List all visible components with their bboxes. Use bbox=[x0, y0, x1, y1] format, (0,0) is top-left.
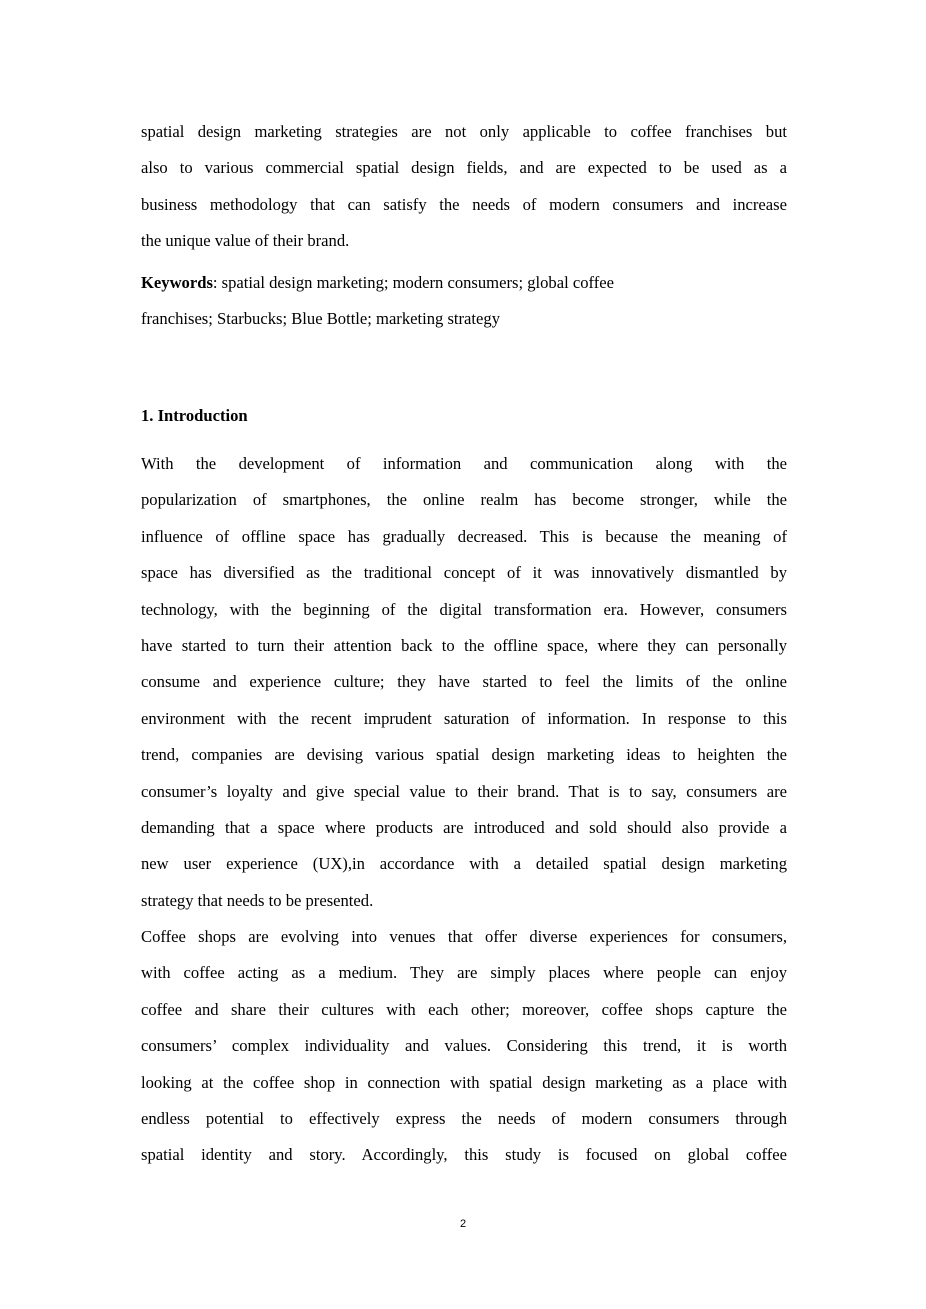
text-line: popularization of smartphones, the online realm has become stronger, while the bbox=[141, 490, 787, 510]
keywords-block bbox=[141, 265, 787, 338]
text-line: coffee and share their cultures with each other; moreover, coffee shops capture the bbox=[141, 999, 787, 1019]
text-line: environment with the recent imprudent saturation of information. In response to this bbox=[141, 708, 787, 728]
text-line: consumers’ complex individuality and values. Considering this trend, it is worth bbox=[141, 1036, 787, 1056]
text-line: endless potential to effectively express the needs of modern consumers through bbox=[141, 1108, 787, 1128]
text-line: business methodology that can satisfy the needs of modern consumers and increase bbox=[141, 194, 787, 214]
text-line: space has diversified as the traditional concept of it was innovatively dismantled by bbox=[141, 563, 787, 583]
text-line: spatial design marketing strategies are not only applicable to coffee franchises but bbox=[141, 122, 787, 141]
abstract-paragraph bbox=[141, 114, 787, 260]
text-line: spatial identity and story. Accordingly, this study is focused on global coffee bbox=[141, 1145, 787, 1165]
page-number: 2 bbox=[459, 1218, 467, 1230]
text-line: have started to turn their attention back to the offline space, where they can personally bbox=[141, 635, 787, 655]
text-line: strategy that needs to be presented. bbox=[141, 890, 374, 910]
text-line: demanding that a space where products are introduced and sold should also provide a bbox=[141, 817, 787, 837]
text-line: looking at the coffee shop in connection with spatial design marketing as a place with bbox=[141, 1072, 787, 1092]
text-line: consume and experience culture; they have started to feel the limits of the online bbox=[141, 672, 787, 692]
text-line: consumer’s loyalty and give special value to their brand. That is to say, consumers are bbox=[141, 781, 787, 801]
intro-paragraph-2 bbox=[141, 919, 787, 1174]
text-line: trend, companies are devising various spatial design marketing ideas to heighten the bbox=[141, 745, 787, 765]
text-line: also to various commercial spatial design fields, and are expected to be used as a bbox=[141, 158, 787, 178]
keywords-line-1 bbox=[141, 265, 787, 301]
intro-paragraph-1 bbox=[141, 446, 787, 919]
keywords-label: Keywords bbox=[141, 273, 213, 292]
text-line: with coffee acting as a medium. They are simply places where people can enjoy bbox=[141, 963, 787, 983]
text-line: influence of offline space has gradually decreased. This is because the meaning of bbox=[141, 526, 787, 546]
text-line: new user experience (UX),in accordance with a detailed spatial design marketing bbox=[141, 854, 787, 874]
text-line: technology, with the beginning of the digital transformation era. However, consumers bbox=[141, 599, 787, 619]
keywords-text-2: franchises; Starbucks; Blue Bottle; marketing strategy bbox=[141, 309, 500, 329]
text-line: the unique value of their brand. bbox=[141, 231, 350, 251]
keywords-text-1: : spatial design marketing; modern consumers; global coffee bbox=[212, 273, 614, 292]
text-line: With the development of information and communication along with the bbox=[141, 454, 787, 473]
text-line: Coffee shops are evolving into venues that offer diverse experiences for consumers, bbox=[141, 927, 787, 946]
section-heading: 1. Introduction bbox=[141, 406, 248, 425]
